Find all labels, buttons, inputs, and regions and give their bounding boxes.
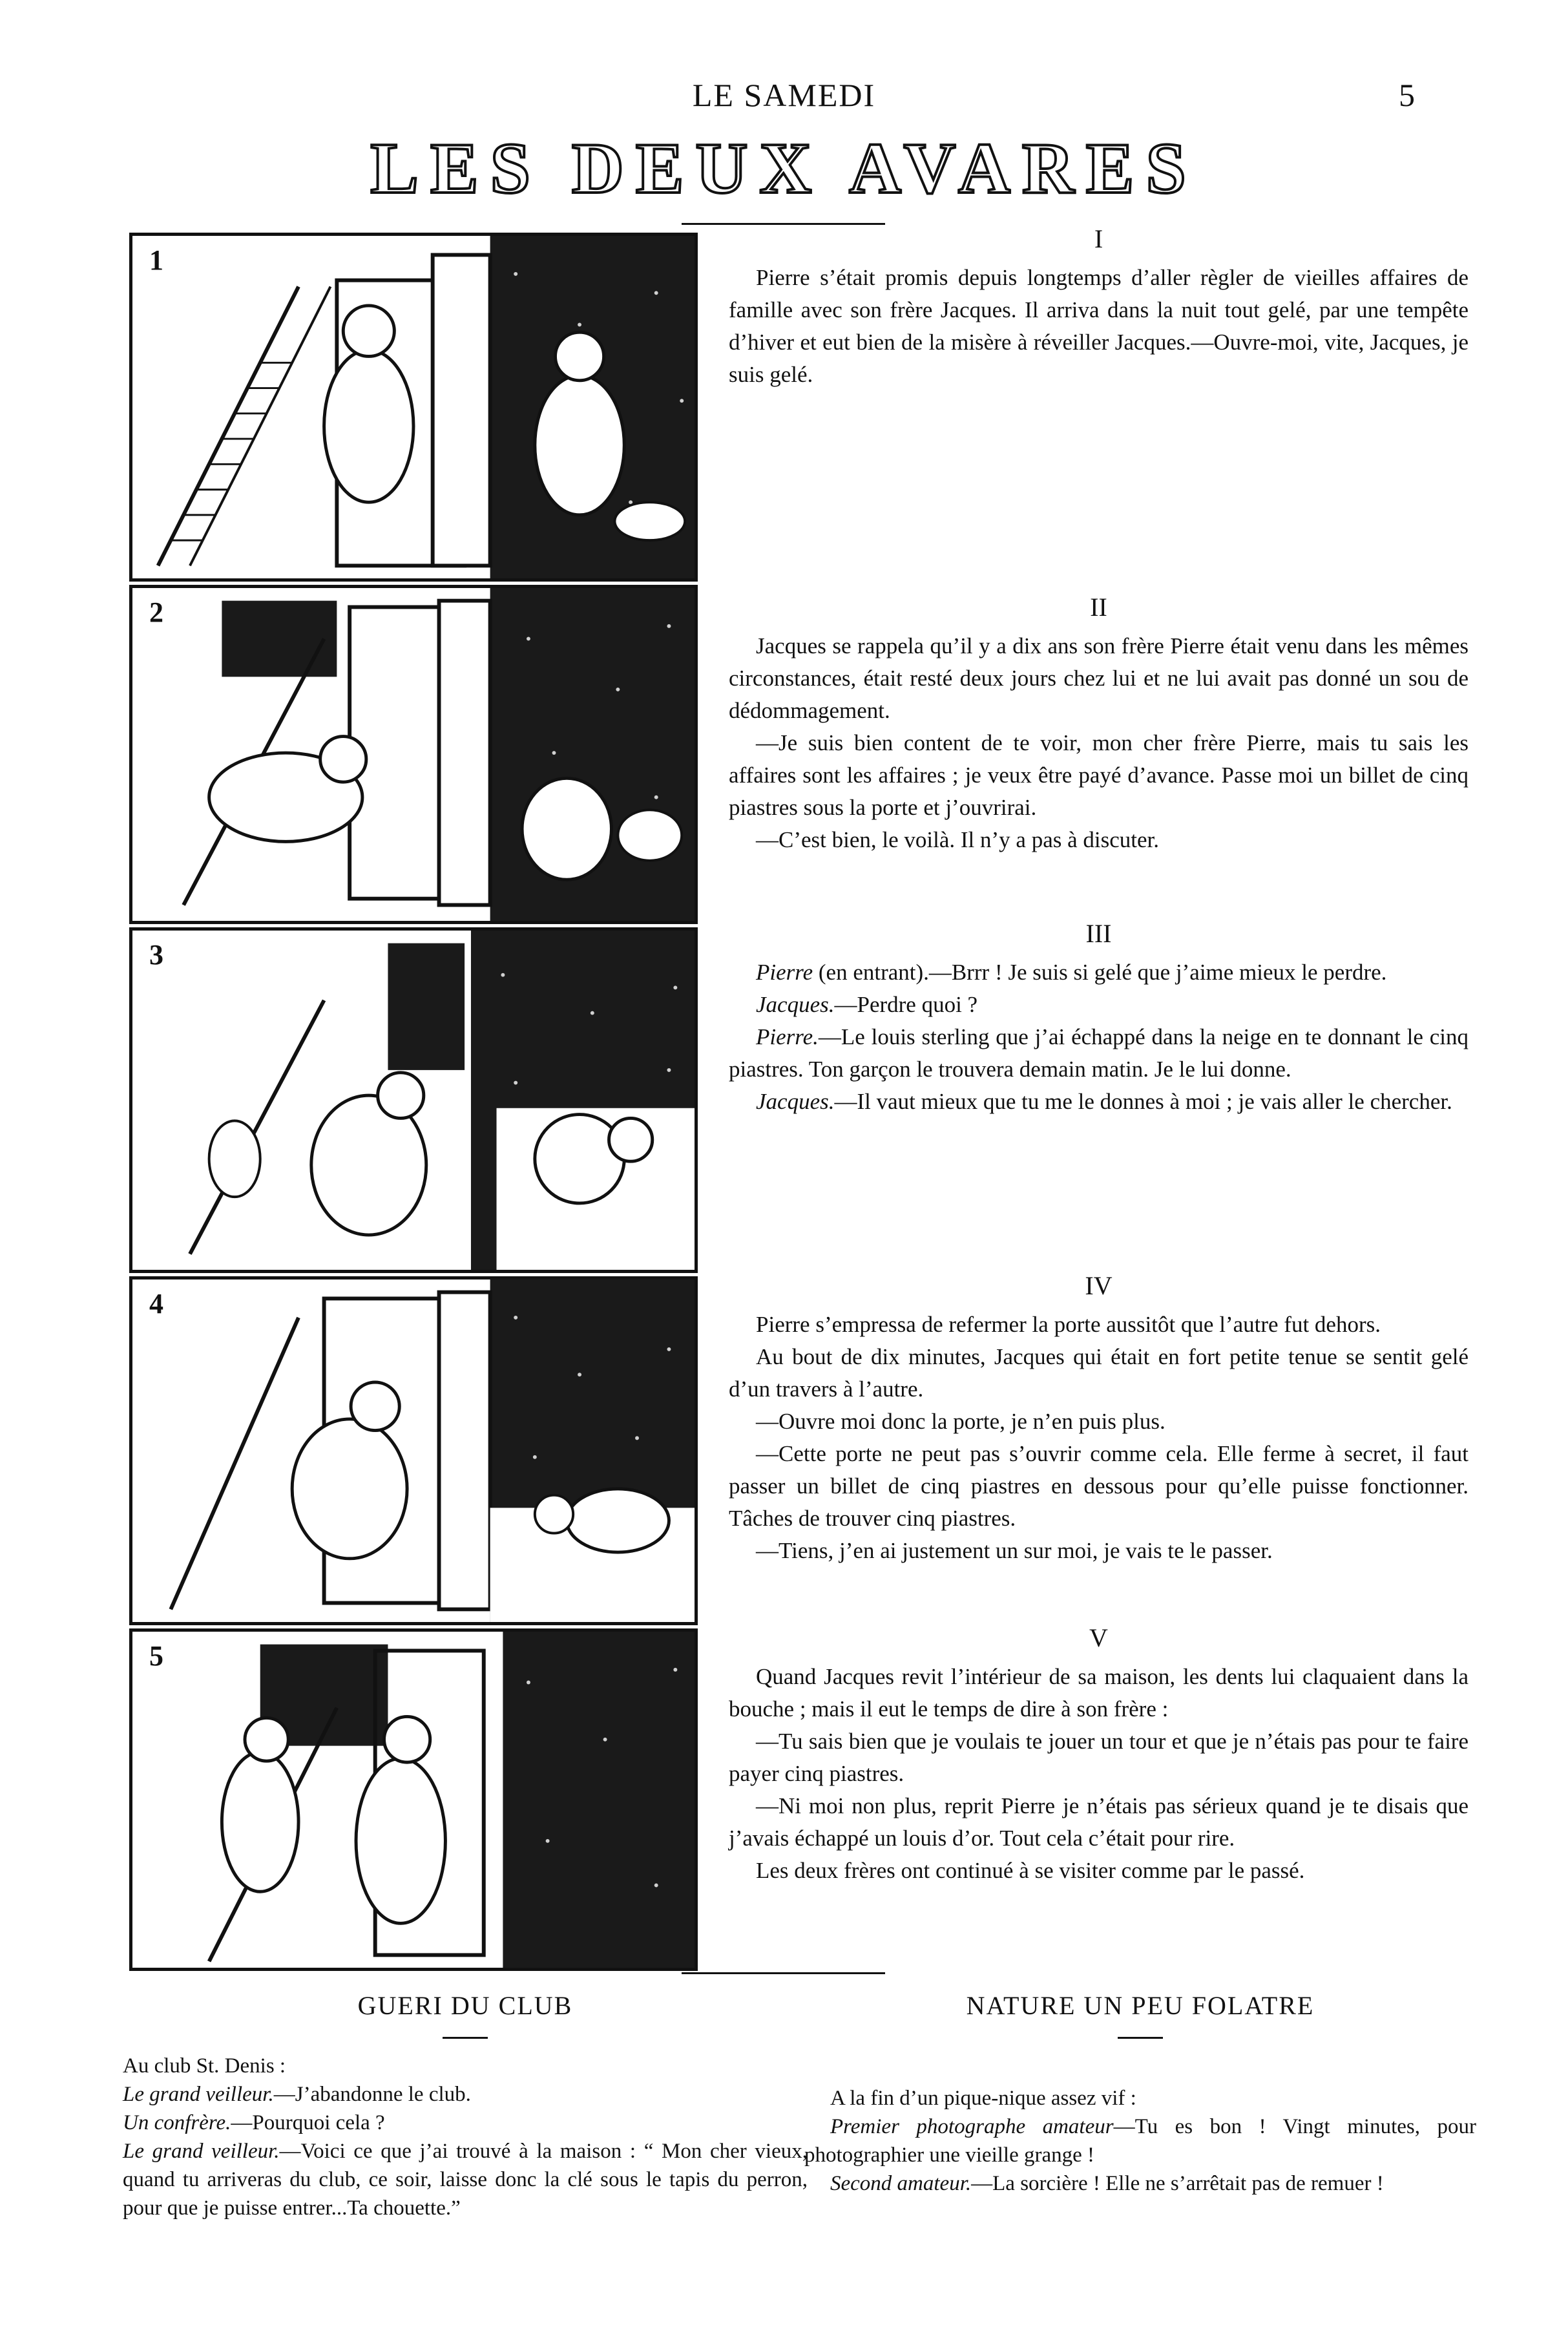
dialogue-text: —Voici ce que j’ai trouvé à la maison : “ Mon cher vieux, quand tu arriveras du club, ce soir, laisse donc la clé sous le tapis du perron, pour que je puisse entrer...Ta chouette.” xyxy=(123,2140,808,2220)
dialogue-line xyxy=(123,2080,808,2109)
comic-panel-2 xyxy=(129,585,698,924)
speaker: Jacques. xyxy=(756,992,835,1017)
cartoon-illustration-icon xyxy=(132,1632,695,1968)
chapter-paragraph: —Tiens, j’en ai justement un sur moi, je vais te le passer. xyxy=(756,1538,1273,1563)
dialogue-text: —La sorcière ! Elle ne s’arrêtait pas de remuer ! xyxy=(971,2172,1384,2195)
chapter-paragraph: —Ouvre moi donc la porte, je n’en puis plus. xyxy=(756,1409,1166,1434)
chapter-paragraph: Pierre s’empressa de refermer la porte aussitôt que l’autre fut dehors. xyxy=(756,1312,1381,1337)
section-divider xyxy=(682,1972,885,1974)
chapter-numeral: I xyxy=(1094,224,1103,253)
cartoon-illustration-icon xyxy=(132,236,695,578)
chapter-paragraph: —Cette porte ne peut pas s’ouvrir comme cela. Elle ferme à secret, il faut passer un billet de cinq piastres en dessous pour qu’elle puisse fonctionner. Tâches de trouver cinq piastres. xyxy=(729,1441,1469,1531)
panel-number: 3 xyxy=(147,938,166,971)
anecdote-rule-right xyxy=(1118,2037,1163,2039)
chapter-paragraph: —C’est bien, le voilà. Il n’y a pas à discuter. xyxy=(756,827,1160,852)
dialogue-line xyxy=(804,2169,1476,2198)
dialogue-text: —J’abandonne le club. xyxy=(273,2083,471,2106)
speaker: Jacques. xyxy=(756,1089,835,1114)
dialogue-line xyxy=(729,956,1469,989)
speaker: Le grand veilleur. xyxy=(123,2140,280,2163)
chapter-numeral: IV xyxy=(1085,1271,1113,1300)
page-number: 5 xyxy=(1399,77,1415,113)
dialogue-line xyxy=(123,2109,808,2137)
cartoon-illustration-icon xyxy=(132,931,695,1270)
comic-panel-3 xyxy=(129,927,698,1273)
chapter-paragraph: —Ni moi non plus, reprit Pierre je n’étais pas sérieux quand je te disais que j’avais échappé un louis d’or. Tout cela c’était pour rire. xyxy=(729,1793,1469,1851)
anecdote-title-right: NATURE UN PEU FOLATRE xyxy=(966,1991,1315,2020)
chapter-paragraph: Les deux frères ont continué à se visiter comme par le passé. xyxy=(756,1858,1305,1883)
anecdote-intro: Au club St. Denis : xyxy=(123,2054,286,2078)
dialogue-text: —Tu es bon ! Vingt minutes, pour photographier une vieille grange ! xyxy=(804,2115,1476,2167)
running-head: LE SAMEDI xyxy=(692,77,876,113)
comic-panel-1 xyxy=(129,233,698,582)
speaker: Pierre xyxy=(756,960,813,985)
dialogue-line xyxy=(729,989,1469,1021)
chapter-1 xyxy=(729,223,1469,391)
anecdote-right xyxy=(804,2084,1476,2198)
speaker: Le grand veilleur. xyxy=(123,2083,274,2106)
dialogue-line xyxy=(729,1086,1469,1118)
dialogue-text: —Il vaut mieux que tu me le donnes à moi ; je vais aller le chercher. xyxy=(834,1089,1452,1114)
page-title: LES DEUX AVARES xyxy=(370,129,1198,209)
dialogue-line xyxy=(123,2137,808,2222)
dialogue-line xyxy=(804,2112,1476,2169)
chapter-4 xyxy=(729,1270,1469,1567)
chapter-paragraph: Quand Jacques revit l’intérieur de sa maison, les dents lui claquaient dans la bouche ; mais il eut le temps de dire à son frère : xyxy=(729,1664,1469,1722)
dialogue-text: —Perdre quoi ? xyxy=(834,992,978,1017)
anecdote-rule-left xyxy=(443,2037,488,2039)
speaker: Un confrère. xyxy=(123,2111,231,2134)
chapter-2 xyxy=(729,591,1469,856)
comic-panel-5 xyxy=(129,1628,698,1971)
dialogue-text: —Le louis sterling que j’ai échappé dans la neige en te donnant le cinq piastres. Ton garçon le trouvera demain matin. Je le lui donne. xyxy=(729,1024,1469,1082)
chapter-numeral: III xyxy=(1085,919,1112,948)
chapter-paragraph: —Je suis bien content de te voir, mon cher frère Pierre, mais tu sais les affaires sont les affaires ; je veux être payé d’avance. Passe moi un billet de cinq piastres sous la porte et j’ouvrirai. xyxy=(729,730,1469,820)
panel-number: 2 xyxy=(147,596,166,629)
chapter-3 xyxy=(729,918,1469,1118)
dialogue-text: —Pourquoi cela ? xyxy=(231,2111,385,2134)
chapter-paragraph: Jacques se rappela qu’il y a dix ans son frère Pierre était venu dans les mêmes circonstances, était resté deux jours chez lui et ne lui avait pas donné un sou de dédommagement. xyxy=(729,633,1469,723)
cartoon-illustration-icon xyxy=(132,1280,695,1622)
chapter-paragraph: Pierre s’était promis depuis longtemps d’aller règler de vieilles affaires de famille avec son frère Jacques. Il arriva dans la nuit tout gelé, par une tempête d’hiver et eut bien de la misère à réveiller Jacques.—Ouvre-moi, vite, Jacques, je suis gelé. xyxy=(729,265,1469,387)
speaker: Premier photographe amateur xyxy=(830,2115,1114,2138)
panel-number: 1 xyxy=(147,244,166,277)
chapter-paragraph: —Tu sais bien que je voulais te jouer un tour et que je n’étais pas pour te faire payer cinq piastres. xyxy=(729,1729,1469,1786)
panel-number: 5 xyxy=(147,1639,166,1672)
panel-number: 4 xyxy=(147,1287,166,1320)
chapter-numeral: II xyxy=(1090,593,1107,622)
anecdote-intro: A la fin d’un pique-nique assez vif : xyxy=(830,2087,1136,2110)
chapter-paragraph: Au bout de dix minutes, Jacques qui était en fort petite tenue se sentit gelé d’un travers à l’autre. xyxy=(729,1344,1469,1402)
dialogue-text: (en entrant).—Brrr ! Je suis si gelé que j’aime mieux le perdre. xyxy=(813,960,1387,985)
speaker: Second amateur. xyxy=(830,2172,972,2195)
speaker: Pierre. xyxy=(756,1024,819,1049)
dialogue-line xyxy=(729,1021,1469,1086)
comic-panel-4 xyxy=(129,1276,698,1625)
chapter-5 xyxy=(729,1622,1469,1887)
anecdote-left xyxy=(123,2052,808,2222)
anecdote-title-left: GUERI DU CLUB xyxy=(357,1991,573,2020)
cartoon-illustration-icon xyxy=(132,588,695,921)
chapter-numeral: V xyxy=(1089,1623,1108,1652)
